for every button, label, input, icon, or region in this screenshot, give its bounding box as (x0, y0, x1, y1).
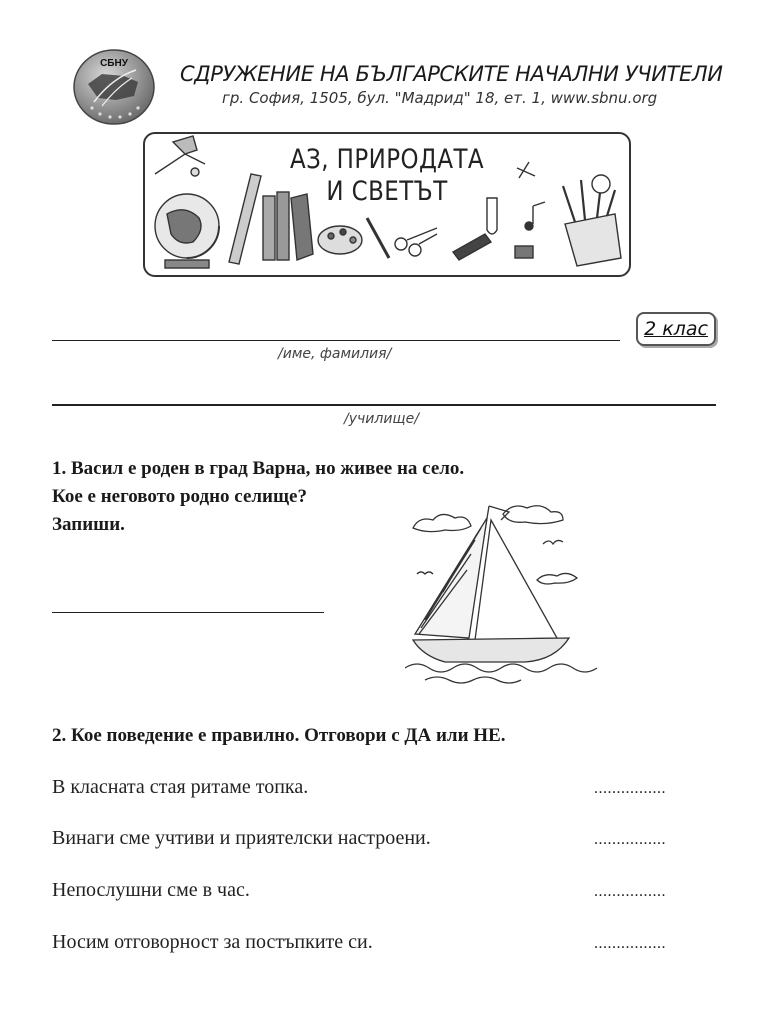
statement-4: Носим отговорност за постъпките си. (52, 931, 373, 953)
statement-3: Непослушни сме в час. (52, 879, 250, 901)
logo-text: СБНУ (100, 58, 128, 69)
task1-answer-line[interactable] (52, 612, 324, 613)
task2-heading: 2. Кое поведение е правилно. Отговори с ДА или НЕ. (52, 725, 506, 746)
answer-blank-4[interactable]: ................ (594, 935, 666, 952)
statement-2: Винаги сме учтиви и приятелски настроени. (52, 827, 431, 849)
banner-title-line1: АЗ, ПРИРОДАТА (289, 144, 485, 175)
grade-badge: 2 клас (636, 312, 716, 346)
organization-name: СДРУЖЕНИЕ НА БЪЛГАРСКИТЕ НАЧАЛНИ УЧИТЕЛИ (180, 62, 723, 86)
statement-1: В класната стая ритаме топка. (52, 776, 309, 798)
banner-title-line2: И СВЕТЪТ (326, 176, 448, 207)
name-caption: /име, фамилия/ (278, 346, 392, 362)
answer-blank-1[interactable]: ................ (594, 780, 666, 797)
answer-blank-2[interactable]: ................ (594, 831, 666, 848)
title-banner (143, 132, 631, 277)
name-line[interactable] (52, 340, 620, 341)
school-caption: /училище/ (344, 411, 419, 427)
task1-line2: Кое е неговото родно селище? (52, 486, 307, 507)
sbnu-logo (72, 48, 156, 126)
answer-blank-3[interactable]: ................ (594, 883, 666, 900)
school-line[interactable] (52, 404, 716, 406)
sailboat-illustration (405, 500, 605, 690)
organization-address: гр. София, 1505, бул. "Мадрид" 18, ет. 1, www.sbnu.org (222, 89, 658, 107)
task1-line3: Запиши. (52, 514, 125, 535)
school-supplies-illustration (145, 134, 629, 275)
task1-line1: 1. Васил е роден в град Варна, но живее на село. (52, 458, 465, 479)
